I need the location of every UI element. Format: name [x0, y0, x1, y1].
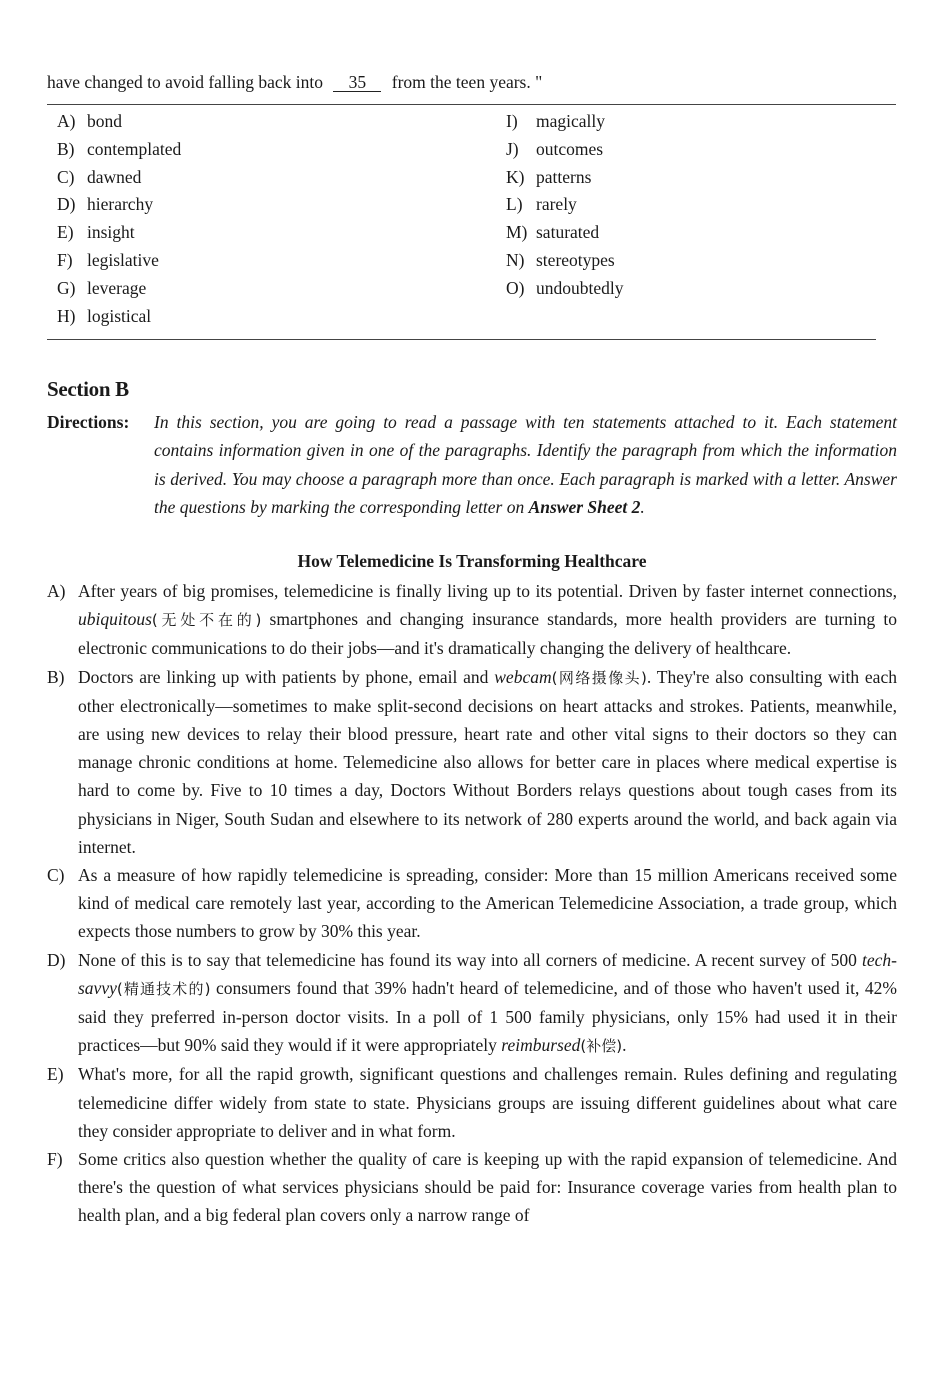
- word-option: C) dawned: [57, 166, 142, 187]
- chinese-gloss: (网络摄像头): [551, 668, 647, 687]
- word-option: M) saturated: [506, 222, 600, 243]
- glossed-term: reimbursed: [501, 1035, 581, 1056]
- passage-title: How Telemedicine Is Transforming Healthcare: [297, 551, 647, 571]
- word-option: G) leverage: [57, 277, 147, 298]
- paragraph-a: A) After years of big promises, telemedicine is finally living up to its potential. Driven by faster internet connections, ubiquitous(无处不在的) smartphones and changing insurance standards, more health providers are turning to electronic communications to do their jobs—and it's dramatically changing the delivery of healthcare.: [47, 577, 897, 663]
- previous-line-text: have changed to avoid falling back into: [47, 72, 324, 92]
- section-title: Section B: [47, 377, 129, 401]
- paragraph-letter: D): [47, 949, 66, 970]
- paragraph-d: D) None of this is to say that telemedicine has found its way into all corners of medicine. A recent survey of 500 tech-savvy(精通技术的) consumers found that 39% hadn't heard of telemedicine, and of those who haven't used it, 42% said they preferred in-person doctor visits. In a poll of 1 500 family physicians, only 15% had used it in their practices—but 90% said they would if it were appropriately reimbursed(补偿).: [47, 946, 897, 1061]
- paragraph-letter: E): [47, 1064, 64, 1085]
- answer-sheet-label: Answer Sheet 2: [528, 497, 641, 518]
- chinese-gloss: (补偿): [580, 1037, 623, 1056]
- word-option: D) hierarchy: [57, 194, 154, 215]
- word-option: I) magically: [506, 111, 606, 131]
- glossed-term: tech-savvy: [78, 949, 897, 998]
- word-option: N) stereotypes: [506, 249, 615, 270]
- word-bank-right-column: [506, 110, 624, 305]
- previous-passage-line: [47, 71, 542, 93]
- glossed-term: webcam: [494, 666, 552, 687]
- directions-label: Directions:: [47, 412, 130, 432]
- glossed-term: ubiquitous: [78, 609, 152, 630]
- word-option: B) contemplated: [57, 138, 182, 159]
- directions-text: In this section, you are going to read a passage with ten statements attached to it. Each statement contains information given in one of the paragraphs. Identify the paragraph from which the information is derived. You may choose a paragraph more than once. Each paragraph is marked with a letter. Answer the questions by marking the corresponding letter on Answer Sheet 2.: [154, 412, 897, 518]
- paragraph-letter: A): [47, 581, 66, 601]
- word-option: O) undoubtedly: [506, 277, 624, 298]
- word-option: A) bond: [57, 111, 122, 131]
- word-bank-left-column: [57, 110, 181, 332]
- paragraph-letter: B): [47, 666, 65, 687]
- paragraph-f: F) Some critics also question whether the quality of care is keeping up with the rapid expansion of telemedicine. And there's the question of what services physicians should be paid for: Insurance coverage varies from health plan to health plan, and a big federal plan covers only a narrow range of: [47, 1145, 897, 1230]
- previous-line-tail: from the teen years. ": [391, 72, 543, 92]
- word-bank: [57, 110, 897, 330]
- chinese-gloss: (无处不在的): [151, 611, 262, 630]
- passage: [47, 577, 897, 1230]
- word-option: H) logistical: [57, 305, 152, 326]
- word-bank-top-rule: [47, 104, 896, 105]
- word-option: J) outcomes: [506, 138, 604, 159]
- paragraph-letter: F): [47, 1149, 63, 1170]
- paragraph-b: B) Doctors are linking up with patients by phone, email and webcam(网络摄像头). They're also consulting with each other electronically—sometimes to make split-second decisions on heart attacks and strokes. Patients, meanwhile, are using new devices to relay their blood pressure, heart rate and other vital signs to their doctors so they can manage chronic conditions at home. Telemedicine also allows for better care in places where medical expertise is hard to come by. Five to 10 times a day, Doctors Without Borders relays questions about tough cases from its physicians in Niger, South Sudan and elsewhere to its network of 280 experts around the world, and back again via internet.: [47, 663, 897, 861]
- word-option: F) legislative: [57, 249, 159, 270]
- paragraph-e: E) What's more, for all the rapid growth, significant questions and challenges remain. Rules defining and regulating telemedicine differ widely from state to state. Physicians groups are issuing different guidelines about what care they consider appropriate to deliver and in what form.: [47, 1060, 897, 1145]
- word-option: E) insight: [57, 222, 135, 243]
- word-bank-bottom-rule: [47, 339, 876, 340]
- directions-block: [47, 408, 897, 522]
- word-option: K) patterns: [506, 166, 592, 187]
- blank-35: 35: [333, 73, 381, 92]
- word-option: L) rarely: [506, 194, 577, 215]
- chinese-gloss: (精通技术的): [116, 979, 211, 998]
- paragraph-letter: C): [47, 865, 65, 886]
- paragraph-c: C) As a measure of how rapidly telemedicine is spreading, consider: More than 15 million Americans received some kind of medical care remotely last year, according to the American Telemedicine Association, a trade group, which expects those numbers to grow by 30% this year.: [47, 861, 897, 946]
